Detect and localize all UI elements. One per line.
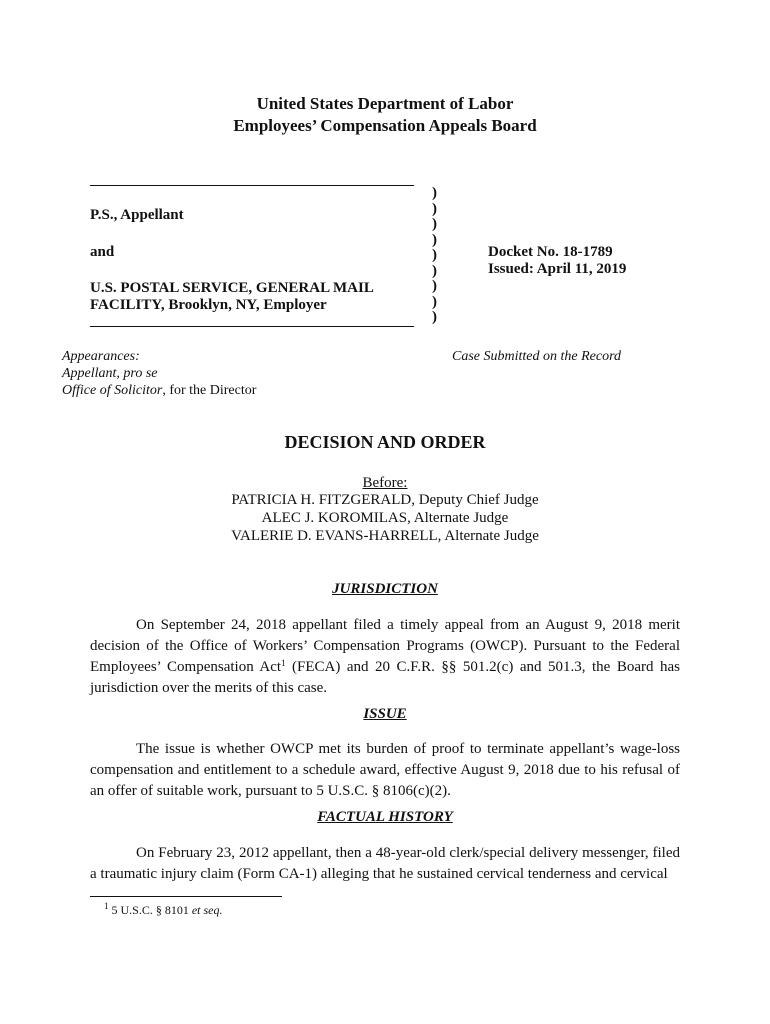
appearances-label: Appearances:: [62, 349, 140, 364]
header-agency: United States Department of Labor: [256, 94, 514, 113]
issued-date: Issued: April 11, 2019: [488, 261, 627, 277]
jurisdiction-text-b: (FECA) and 20 C.F.R. §§ 501.2(c) and 501.3, the Board has jurisdiction over the merits of this case.: [90, 659, 680, 696]
docket-number: Docket No. 18-1789: [488, 244, 613, 260]
before-label: Before:: [362, 475, 408, 491]
caption-paren: ): [432, 262, 437, 279]
caption-top-rule: [90, 185, 414, 186]
caption-employer-line2: FACILITY, Brooklyn, NY, Employer: [90, 297, 327, 313]
footnote-et-seq: et seq.: [191, 903, 223, 917]
caption-appellant: P.S., Appellant: [90, 207, 184, 223]
caption-paren: ): [432, 247, 437, 263]
footnote-text: 5 U.S.C. § 8101: [108, 903, 192, 917]
factual-history-text: On February 23, 2012 appellant, then a 48-year-old clerk/special delivery messenger, filed a traumatic injury claim (Form CA-1) alleging that he sustained cervical tenderness and cervical: [90, 845, 680, 882]
caption-paren: ): [432, 216, 437, 232]
footnote: [104, 903, 223, 918]
judge-line: PATRICIA H. FITZGERALD, Deputy Chief Judge: [231, 492, 539, 508]
caption-bottom-rule: [90, 326, 414, 327]
footnote-number: 1: [104, 901, 109, 911]
case-submitted: Case Submitted on the Record: [452, 349, 622, 364]
footnote-reference: 1: [281, 658, 286, 668]
header-board: Employees’ Compensation Appeals Board: [233, 116, 537, 135]
issue-text: The issue is whether OWCP met its burden of proof to terminate appellant’s wage-loss compensation and entitlement to a schedule award, effective August 9, 2018 due to his refusal of an offer of suitable work, pursuant to 5 U.S.C. § 8106(c)(2).: [90, 741, 680, 799]
caption-paren: ): [432, 185, 437, 201]
caption-paren: ): [432, 200, 437, 217]
caption-paren-column: [432, 186, 437, 326]
section-heading-factual-history: FACTUAL HISTORY: [317, 809, 453, 825]
caption-employer-line1: U.S. POSTAL SERVICE, GENERAL MAIL: [90, 280, 374, 296]
appearances-solicitor: [62, 383, 256, 399]
caption-paren: ): [432, 278, 437, 294]
judge-line: ALEC J. KOROMILAS, Alternate Judge: [261, 510, 509, 526]
paragraph-issue: [90, 739, 680, 802]
caption-paren: ): [432, 309, 437, 325]
jurisdiction-text-a: On September 24, 2018 appellant filed a timely appeal from an August 9, 2018 merit decision of the Office of Workers’ Compensation Programs (OWCP). Pursuant to the Federal Employees’ Compensation Act: [90, 617, 680, 675]
solicitor-office: Office of Solicitor: [62, 383, 163, 398]
caption-paren: ): [432, 231, 437, 248]
decision-title: DECISION AND ORDER: [284, 432, 486, 452]
caption-paren: ): [432, 293, 437, 310]
judge-line: VALERIE D. EVANS-HARRELL, Alternate Judge: [231, 528, 539, 544]
section-heading-issue: ISSUE: [363, 706, 407, 722]
appearances-appellant: Appellant, pro se: [62, 366, 158, 381]
footnote-rule: [90, 896, 282, 897]
paragraph-factual-history: [90, 843, 680, 885]
solicitor-role: , for the Director: [162, 383, 257, 398]
paragraph-jurisdiction: [90, 615, 680, 699]
caption-and: and: [90, 244, 115, 260]
section-heading-jurisdiction: JURISDICTION: [332, 581, 438, 597]
